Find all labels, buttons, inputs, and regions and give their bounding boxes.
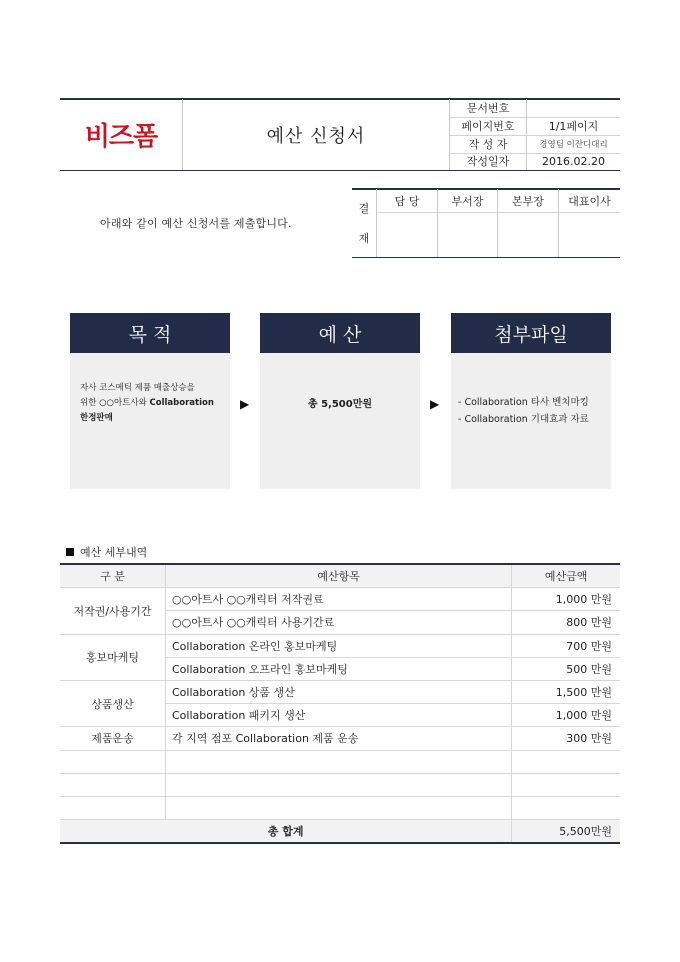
item-cell: ○○아트사 ○○캐릭터 저작권료 xyxy=(166,588,512,611)
info-label: 페이지번호 xyxy=(450,118,527,136)
empty-row xyxy=(60,773,620,796)
approval-col-staff: 담 당 xyxy=(394,194,420,208)
budget-card-body xyxy=(260,353,420,489)
purpose-bold: Collaboration xyxy=(149,398,214,408)
amount-cell: 1,000 만원 xyxy=(512,588,620,611)
empty-row xyxy=(60,796,620,819)
approval-col-division-head: 본부장 xyxy=(512,194,544,208)
empty-row xyxy=(60,750,620,773)
approval-bottom-rule xyxy=(352,257,620,258)
info-value: 경영팀 이잔디대리 xyxy=(539,140,608,151)
attachment-item: - Collaboration 타사 벤치마킹 xyxy=(458,397,589,408)
total-label: 총 합계 xyxy=(60,820,512,844)
item-cell: 각 지역 점포 Collaboration 제품 운송 xyxy=(166,727,512,750)
empty-cell xyxy=(512,750,620,773)
table-row xyxy=(60,680,620,703)
empty-cell xyxy=(60,773,166,796)
square-bullet-icon xyxy=(66,548,74,556)
category-cell: 제품운송 xyxy=(60,727,166,750)
item-cell: Collaboration 패키지 생산 xyxy=(166,704,512,727)
empty-cell xyxy=(512,796,620,819)
header-amount: 예산금액 xyxy=(512,564,620,588)
total-row xyxy=(60,820,620,844)
item-cell: Collaboration 오프라인 홍보마케팅 xyxy=(166,657,512,680)
item-cell: ○○아트사 ○○캐릭터 사용기간료 xyxy=(166,611,512,634)
header-category: 구 분 xyxy=(60,564,166,588)
table-header-row xyxy=(60,564,620,588)
info-row-doc-number xyxy=(450,99,620,117)
amount-cell: 500 만원 xyxy=(512,657,620,680)
purpose-line: 자사 코스메틱 제품 매출상승을 xyxy=(80,383,195,393)
amount-cell: 1,000 만원 xyxy=(512,704,620,727)
purpose-bold: 한정판매 xyxy=(80,413,113,423)
info-label: 작성일자 xyxy=(450,153,527,171)
attachment-item: - Collaboration 기대효과 자료 xyxy=(458,414,589,425)
empty-cell xyxy=(166,796,512,819)
info-row-author xyxy=(450,136,620,154)
empty-cell xyxy=(166,750,512,773)
attachment-card-title: 첨부파일 xyxy=(451,313,611,353)
info-row-page-number xyxy=(450,118,620,136)
table-row xyxy=(60,588,620,611)
amount-cell: 800 만원 xyxy=(512,611,620,634)
budget-total-text: 총 5,500만원 xyxy=(307,399,373,410)
approval-side-bottom: 재 xyxy=(358,232,370,245)
intro-text: 아래와 같이 예산 신청서를 제출합니다. xyxy=(100,217,292,230)
item-cell: Collaboration 온라인 홍보마케팅 xyxy=(166,634,512,657)
budget-card-title: 예 산 xyxy=(260,313,420,353)
header-item: 예산항목 xyxy=(166,564,512,588)
empty-cell xyxy=(512,773,620,796)
info-value xyxy=(527,99,620,117)
info-value: 2016.02.20 xyxy=(542,154,605,168)
arrow-right-icon: ▶ xyxy=(240,397,250,411)
purpose-card-title: 목 적 xyxy=(70,313,230,353)
budget-detail-table xyxy=(60,563,620,844)
approval-side-label xyxy=(352,189,376,257)
item-cell: Collaboration 상품 생산 xyxy=(166,680,512,703)
amount-cell: 700 만원 xyxy=(512,634,620,657)
empty-cell xyxy=(166,773,512,796)
section-title xyxy=(66,544,147,560)
info-label: 문서번호 xyxy=(450,99,527,117)
purpose-line: 위한 ○○아트사와 xyxy=(80,398,150,408)
section-title-text: 예산 세부내역 xyxy=(80,546,148,559)
approval-col-dept-head: 부서장 xyxy=(451,194,484,208)
info-label: 작 성 자 xyxy=(450,136,527,154)
amount-cell: 1,500 만원 xyxy=(512,680,620,703)
approval-mid-rule xyxy=(376,212,620,213)
table-row xyxy=(60,727,620,750)
category-cell: 저작권/사용기간 xyxy=(60,588,166,634)
empty-cell xyxy=(60,750,166,773)
empty-cell xyxy=(60,796,166,819)
category-cell: 상품생산 xyxy=(60,680,166,726)
category-cell: 홍보마케팅 xyxy=(60,634,166,680)
info-row-date xyxy=(450,153,620,171)
total-amount: 5,500만원 xyxy=(512,820,620,844)
table-row xyxy=(60,634,620,657)
info-value: 1/1페이지 xyxy=(548,120,599,134)
approval-side-top: 결 xyxy=(358,202,370,215)
approval-col-ceo: 대표이사 xyxy=(568,194,611,208)
purpose-text xyxy=(80,381,224,426)
amount-cell: 300 만원 xyxy=(512,727,620,750)
document-title: 예산 신청서 xyxy=(266,125,366,147)
brand-logo: 비즈폼 xyxy=(84,122,158,152)
arrow-right-icon: ▶ xyxy=(430,397,440,411)
